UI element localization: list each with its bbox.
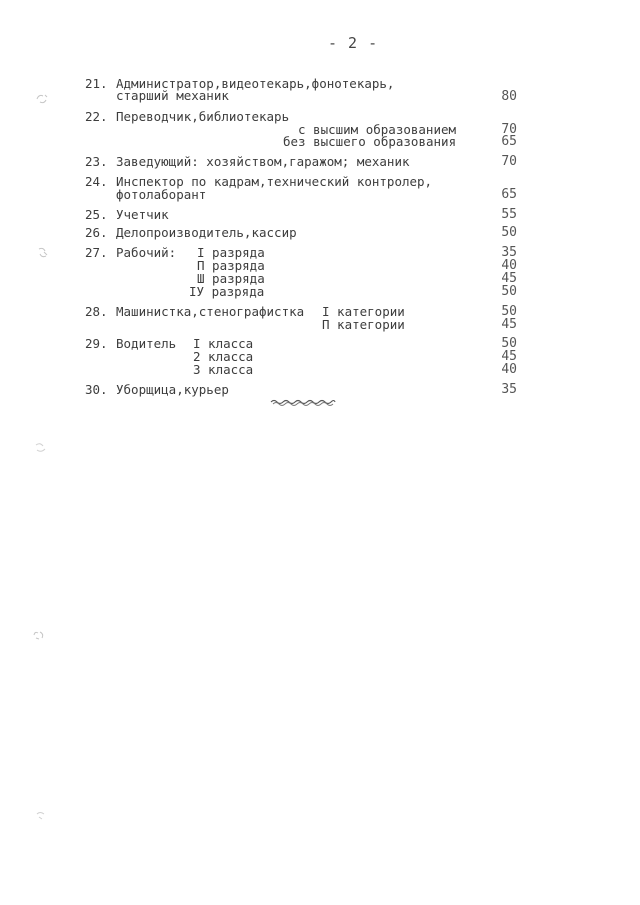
entry-29-value-3: 40 xyxy=(501,362,517,377)
entry-27-value-2: 40 xyxy=(501,258,517,273)
entry-29-number: 29. xyxy=(85,336,108,351)
entry-22-value-1: 70 xyxy=(501,122,517,137)
entry-27-number: 27. xyxy=(85,245,108,260)
entry-24-value: 65 xyxy=(501,187,517,202)
entry-21-number: 21. xyxy=(85,76,108,91)
entry-27-value-4: 50 xyxy=(501,284,517,299)
entry-29-value-2: 45 xyxy=(501,349,517,364)
entry-22-line-3: без высшего образования xyxy=(283,134,457,149)
entry-28-value-2: 45 xyxy=(501,317,517,332)
entry-22-number: 22. xyxy=(85,109,108,124)
entry-25-line-1: Учетчик xyxy=(116,207,169,222)
binding-mark xyxy=(35,92,49,106)
entry-24-line-2: фотолаборант xyxy=(116,187,207,202)
entry-29-line-4: 3 класса xyxy=(193,362,254,377)
entry-28-line-3: П категории xyxy=(322,317,405,332)
entry-24-number: 24. xyxy=(85,174,108,189)
entry-21-line-2: старший механик xyxy=(116,88,229,103)
entry-22-line-2: с высшим образованием xyxy=(298,122,457,137)
entry-27-line-1: Рабочий: xyxy=(116,245,177,260)
entry-23-number: 23. xyxy=(85,154,108,169)
entry-27-value-3: 45 xyxy=(501,271,517,286)
entry-28-line-1: Машинистка,стенографистка xyxy=(116,304,305,319)
entry-28-number: 28. xyxy=(85,304,108,319)
page-number: - 2 - xyxy=(328,34,379,52)
binding-mark xyxy=(32,628,46,642)
entry-26-line-1: Делопроизводитель,кассир xyxy=(116,225,297,240)
binding-mark xyxy=(36,246,50,260)
entry-30-value: 35 xyxy=(501,382,517,397)
entry-30-number: 30. xyxy=(85,382,108,397)
entry-25-value: 55 xyxy=(501,207,517,222)
end-squiggle-mark xyxy=(270,398,336,406)
entry-27-line-5: IУ разряда xyxy=(189,284,265,299)
entry-22-value-2: 65 xyxy=(501,134,517,149)
binding-mark xyxy=(34,808,48,822)
entry-29-value-1: 50 xyxy=(501,336,517,351)
entry-26-number: 26. xyxy=(85,225,108,240)
entry-27-line-4: Ш разряда xyxy=(197,271,265,286)
entry-23-line-1: Заведующий: хозяйством,гаражом; механик xyxy=(116,154,410,169)
binding-mark xyxy=(34,440,48,454)
entry-28-value-1: 50 xyxy=(501,304,517,319)
entry-28-line-2: I категории xyxy=(322,304,405,319)
entry-25-number: 25. xyxy=(85,207,108,222)
entry-27-line-2: I разряда xyxy=(197,245,265,260)
entry-27-line-3: П разряда xyxy=(197,258,265,273)
entry-29-line-1: Водитель xyxy=(116,336,177,351)
entry-29-line-2: I класса xyxy=(193,336,254,351)
entry-29-line-3: 2 класса xyxy=(193,349,254,364)
entry-30-line-1: Уборщица,курьер xyxy=(116,382,229,397)
entry-21-line-1: Администратор,видеотекарь,фонотекарь, xyxy=(116,76,395,91)
entry-27-value-1: 35 xyxy=(501,245,517,260)
entry-22-line-1: Переводчик,библиотекарь xyxy=(116,109,290,124)
entry-21-value: 80 xyxy=(501,89,517,104)
entry-24-line-1: Инспектор по кадрам,технический контролер, xyxy=(116,174,433,189)
entry-23-value: 70 xyxy=(501,154,517,169)
entry-26-value: 50 xyxy=(501,225,517,240)
